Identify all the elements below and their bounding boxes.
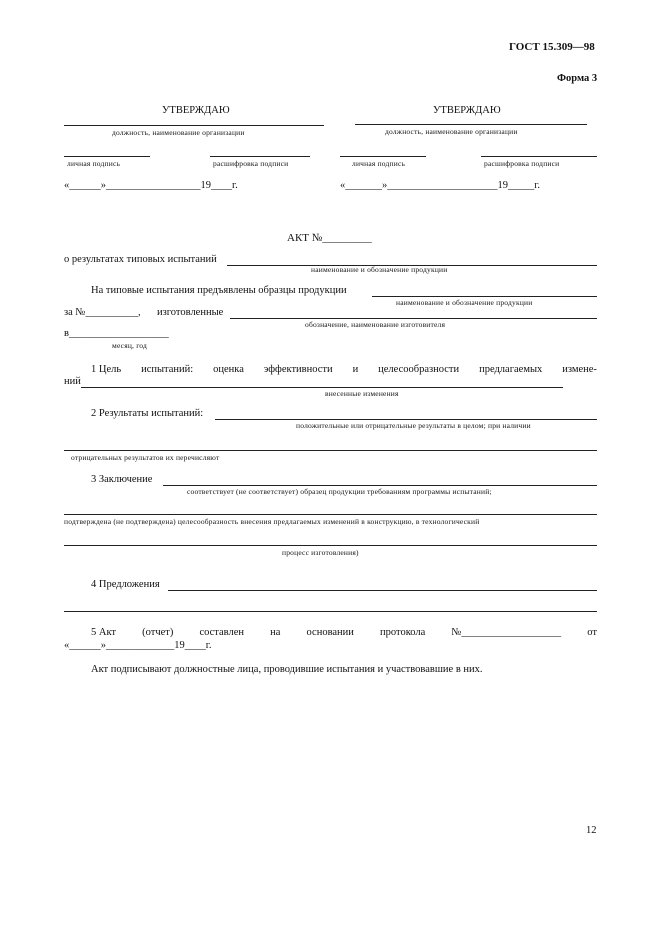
proposals-line bbox=[168, 590, 597, 591]
goal-word: целесообразности bbox=[378, 364, 460, 375]
results2-caption-2: отрицательных результатов их перечисляют bbox=[71, 453, 220, 462]
approve-right-decipher-caption: расшифровка подписи bbox=[484, 159, 560, 168]
signers-text: Акт подписывают должностные лица, проводившие испытания и участвовавшие в них. bbox=[91, 664, 483, 675]
protocol-word: от bbox=[587, 627, 597, 638]
number-label: за №__________, bbox=[64, 307, 141, 318]
approve-left-signature-line bbox=[64, 156, 150, 157]
conclusion-line-2 bbox=[64, 514, 597, 515]
approve-left-date: «______»__________________19____г. bbox=[64, 180, 238, 191]
approve-left-title: УТВЕРЖДАЮ bbox=[162, 105, 230, 116]
protocol-word: составлен bbox=[199, 627, 245, 638]
in-label: в___________________ bbox=[64, 328, 169, 339]
goal-word: измене- bbox=[562, 364, 597, 375]
conclusion-caption-2: подтверждена (не подтверждена) целесообразность внесения предлагаемых изменений в конструкцию, в технологический bbox=[64, 517, 480, 526]
proposals-label: 4 Предложения bbox=[91, 579, 160, 590]
goal-word: испытаний: bbox=[141, 364, 194, 375]
results-label: о результатах типовых испытаний bbox=[64, 254, 217, 265]
protocol-word: №___________________ bbox=[451, 627, 562, 638]
approve-right-date: «_______»_____________________19_____г. bbox=[340, 180, 540, 191]
conclusion-caption-3: процесс изготовления) bbox=[282, 548, 359, 557]
proposals-line-2 bbox=[64, 611, 597, 612]
conclusion-line bbox=[163, 485, 597, 486]
protocol-word: основании bbox=[306, 627, 354, 638]
goal-continuation: ний bbox=[64, 376, 81, 387]
protocol-word: 5 Акт bbox=[91, 627, 117, 638]
approve-left-position-line bbox=[64, 125, 324, 126]
results2-label: 2 Результаты испытаний: bbox=[91, 408, 204, 419]
act-title: АКТ №_________ bbox=[287, 232, 372, 244]
protocol-word: на bbox=[270, 627, 281, 638]
approve-right-position-caption: должность, наименование организации bbox=[385, 127, 518, 136]
month-caption: месяц, год bbox=[112, 341, 148, 350]
goal-line bbox=[91, 364, 597, 375]
made-line bbox=[230, 318, 597, 319]
conclusion-label: 3 Заключение bbox=[91, 474, 153, 485]
approve-right-position-line bbox=[355, 124, 587, 125]
approve-left-signature-caption: личная подпись bbox=[67, 159, 121, 168]
goal-word: 1 Цель bbox=[91, 364, 122, 375]
samples-label: На типовые испытания предъявлены образцы продукции bbox=[91, 285, 347, 296]
samples-line bbox=[372, 296, 597, 297]
standard-number: ГОСТ 15.309—98 bbox=[509, 41, 595, 53]
results2-caption: положительные или отрицательные результаты в целом; при наличии bbox=[296, 421, 531, 430]
goal-changes-line bbox=[81, 387, 563, 388]
form-number: Форма 3 bbox=[557, 73, 598, 84]
made-label: изготовленные bbox=[157, 307, 224, 318]
goal-caption: внесенные изменения bbox=[325, 389, 399, 398]
goal-word: эффективности bbox=[263, 364, 333, 375]
conclusion-line-3 bbox=[64, 545, 597, 546]
approve-right-title: УТВЕРЖДАЮ bbox=[433, 105, 501, 116]
approve-right-signature-caption: личная подпись bbox=[352, 159, 406, 168]
samples-caption: наименование и обозначение продукции bbox=[396, 298, 533, 307]
goal-word: оценка bbox=[213, 364, 244, 375]
protocol-line bbox=[91, 627, 597, 638]
goal-word: и bbox=[352, 364, 359, 375]
approve-right-signature-line bbox=[340, 156, 426, 157]
goal-word: предлагаемых bbox=[479, 364, 543, 375]
protocol-date: «______»_____________19____г. bbox=[64, 640, 212, 651]
protocol-word: (отчет) bbox=[142, 627, 174, 638]
results2-line-2 bbox=[64, 450, 597, 451]
results-caption: наименование и обозначение продукции bbox=[311, 265, 448, 274]
approve-left-position-caption: должность, наименование организации bbox=[112, 128, 245, 137]
results2-line bbox=[215, 419, 597, 420]
approve-left-decipher-line bbox=[210, 156, 310, 157]
page-number: 12 bbox=[586, 825, 597, 836]
approve-right-decipher-line bbox=[481, 156, 597, 157]
made-caption: обозначение, наименование изготовителя bbox=[305, 320, 446, 329]
protocol-word: протокола bbox=[380, 627, 426, 638]
conclusion-caption: соответствует (не соответствует) образец продукции требованиям программы испытаний; bbox=[187, 487, 492, 496]
approve-left-decipher-caption: расшифровка подписи bbox=[213, 159, 289, 168]
